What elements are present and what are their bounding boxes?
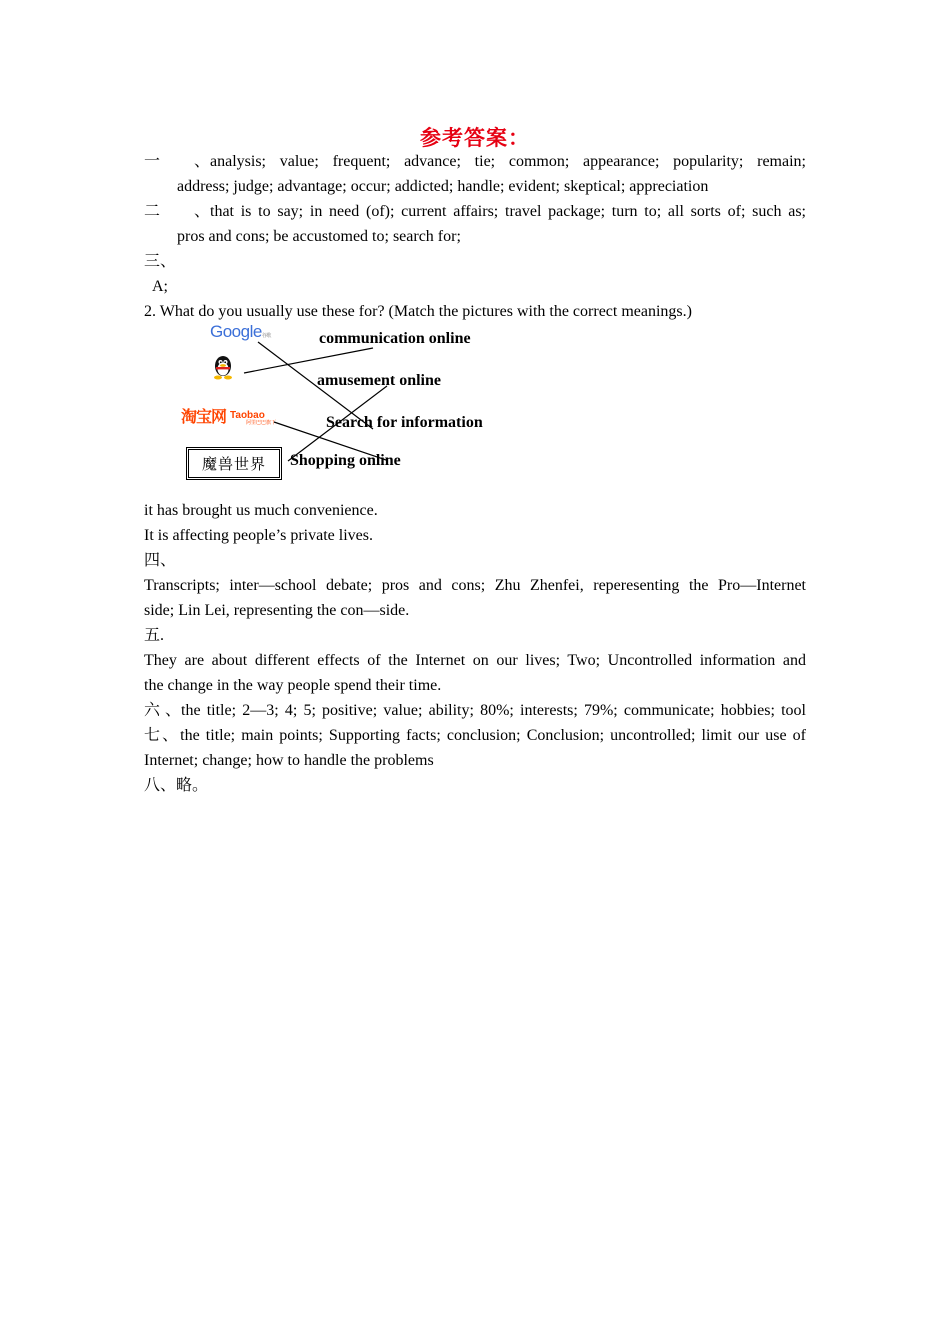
- section-8-line: 八、略。: [144, 777, 209, 794]
- line-wow-to-amusement: [288, 386, 387, 461]
- google-sub-label: 谷歌: [261, 333, 271, 339]
- section-7-number: 七、: [144, 727, 181, 744]
- section-4-line-2: side; Lin Lei, representing the con—side.: [144, 602, 410, 619]
- section-3-line-a: it has brought us much convenience.: [144, 502, 378, 519]
- page-title: 参考答案：: [420, 126, 530, 150]
- section-7-text-1: the title; main points; Supporting facts; conclusion; Conclusion; uncontrolled; limit our use of: [180, 727, 806, 744]
- section-4-number: 四、: [144, 552, 177, 569]
- section-5-line-2: the change in the way people spend their time.: [144, 677, 442, 694]
- section-5-line-1: They are about different effects of the Internet on our lives; Two; Uncontrolled information and: [144, 652, 806, 669]
- section-3-question-2: 2. What do you usually use these for? (Match the pictures with the correct meanings.): [144, 303, 692, 320]
- section-2-number: 二、: [144, 203, 210, 220]
- section-1-number: 一、: [144, 153, 210, 170]
- section-1-text-1: analysis; value; frequent; advance; tie; common; appearance; popularity; remain;: [210, 153, 806, 170]
- section-3-number: 三、: [144, 253, 177, 270]
- meaning-amusement: amusement online: [317, 372, 441, 389]
- line-taobao-to-shopping: [274, 422, 386, 460]
- taobao-chinese-name: 淘宝网: [181, 407, 227, 426]
- section-2-line-2: pros and cons; be accustomed to; search for;: [177, 228, 461, 245]
- meaning-communication: communication online: [319, 330, 471, 347]
- taobao-english-name: Taobao: [230, 410, 265, 421]
- section-6-number: 六、: [144, 702, 181, 719]
- meaning-shopping: Shopping online: [290, 452, 401, 469]
- matching-exercise: [144, 318, 806, 493]
- line-google-to-search: [258, 342, 373, 429]
- google-wordmark: Google: [210, 322, 262, 341]
- section-2-line-1: [144, 199, 806, 224]
- section-7-line-2: Internet; change; how to handle the problems: [144, 752, 434, 769]
- section-6-text: the title; 2—3; 4; 5; positive; value; ability; 80%; interests; 79%; communicate; hobbies; tool: [181, 702, 806, 719]
- line-qq-to-communication: [244, 348, 373, 373]
- section-1-line-2: address; judge; advantage; occur; addicted; handle; evident; skeptical; appreciation: [177, 178, 709, 195]
- taobao-sub-label: 阿里巴巴旗下: [246, 420, 277, 426]
- wow-game-box: 魔兽世界: [186, 447, 282, 480]
- section-3-answer-1: A;: [152, 278, 168, 295]
- section-1-line-1: [144, 149, 806, 174]
- section-2-text-1: that is to say; in need (of); current affairs; travel package; turn to; all sorts of; such as;: [210, 203, 806, 220]
- matching-lines: [144, 318, 806, 493]
- section-6-line: [144, 698, 806, 723]
- section-3-line-b: It is affecting people’s private lives.: [144, 527, 373, 544]
- meaning-search: Search for information: [326, 414, 483, 431]
- section-5-number: 五.: [144, 627, 165, 644]
- section-7-line-1: [144, 723, 806, 748]
- section-4-line-1: Transcripts; inter—school debate; pros and cons; Zhu Zhenfei, reperesenting the Pro—Internet: [144, 577, 806, 594]
